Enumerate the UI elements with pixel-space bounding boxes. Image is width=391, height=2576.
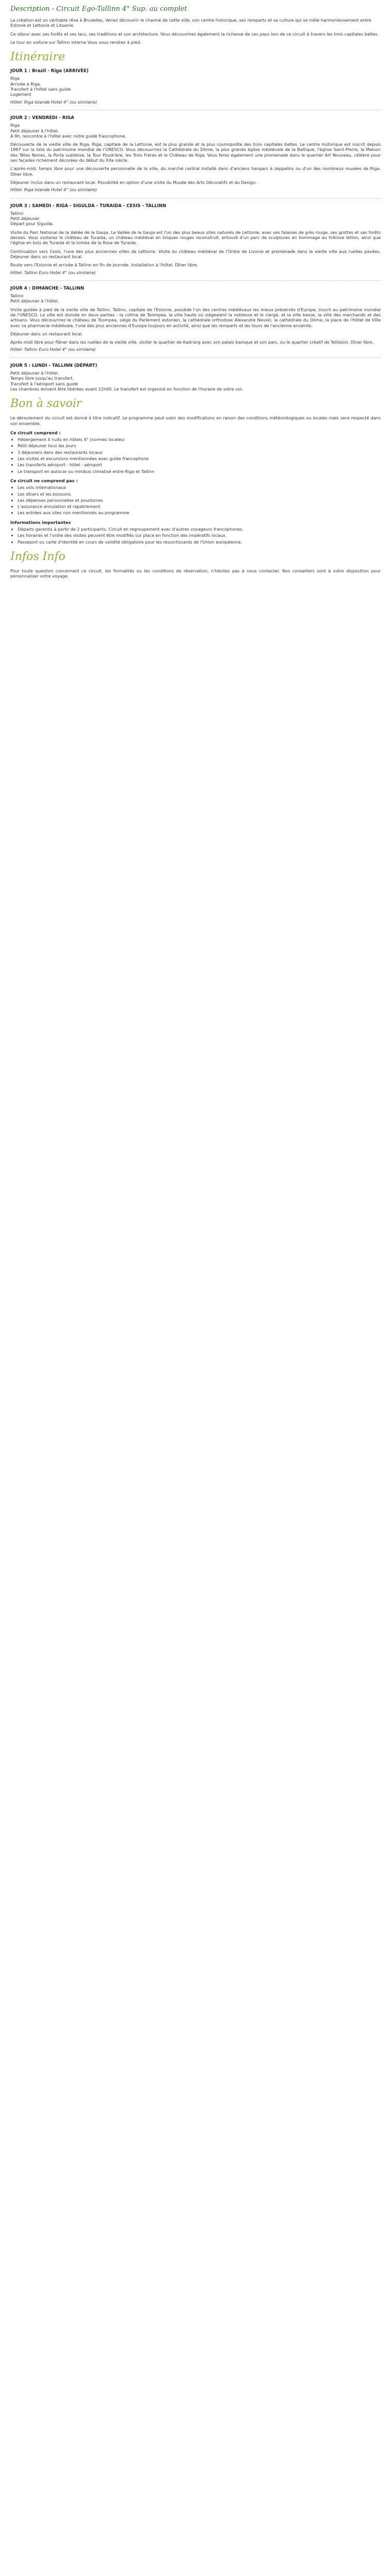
day-meta-line: Petit déjeuner à l'hôtel.	[10, 298, 59, 304]
day-paragraph: L'après-midi, temps libre pour une découverte personnelle de la ville, du marché central installé dans d'anciens hangars à zeppelins ou d'un des nombreux musées de Riga. Dîner libre.	[10, 166, 381, 177]
day-meta-line: Transfert à l'hôtel sans guide	[10, 87, 71, 92]
day-meta-line: Petit déjeuner	[10, 216, 40, 222]
page-title: Description - Circuit Ego-Tallinn 4° Sup. au complet	[10, 5, 187, 13]
itinerary-day	[10, 115, 381, 193]
itinerary-day	[10, 69, 381, 105]
day-paragraph: Après-midi libre pour flâner dans les ruelles de la vieille ville, visiter le quartier de Kadriorg avec son palais baroque et son parc, ou le quartier créatif de Telliskivi. Dîner libre.	[10, 340, 374, 345]
day-title: JOUR 2 : VENDREDI - RIGA	[10, 115, 74, 121]
day-hotel: Hôtel: Riga Islande Hotel 4° (ou similaire)	[10, 187, 97, 193]
list-item: • Passeport ou carte d'identité en cours de validité obligatoire pour les ressortissants de l'Union européenne.	[18, 539, 381, 545]
day-meta-line: À 9h, rencontre à l'hôtel avec notre guide francophone.	[10, 133, 126, 139]
day-divider	[10, 280, 381, 281]
day-paragraph: Route vers l'Estonie et arrivée à Tallinn en fin de journée. Installation à l'hôtel. Dîner libre.	[10, 262, 199, 268]
list-item: • Le transport en autocar ou minibus climatisé entre Riga et Tallinn	[18, 469, 381, 474]
itinerary-day	[10, 286, 381, 352]
day-paragraph: Visite du Parc National de la Vallée de la Gauja. La Vallée de la Gauja est l'un des plus beaux sites naturels de Lettonie, avec ses falaises de grès rouge, ses grottes et ses forêts denses. Vous visiterez le château de Turaida, un château médiéval en briques rouges reconstruit, entouré d'un parc de sculptures en hommage au folklore letton, ainsi que l'église en bois de Turaida et la tombe de la Rose de Turaida.	[10, 229, 381, 246]
includes-list	[18, 437, 381, 474]
day-paragraph: Déjeuner dans un restaurant local.	[10, 331, 83, 336]
day-meta-line: Riga	[10, 123, 20, 128]
notes-title: Informations importantes	[10, 519, 71, 525]
itinerary-heading: Itinéraire	[10, 50, 65, 64]
day-meta-line: Les chambres doivent être libérées avant 12h00. Le transfert est organisé en fonction de l'horaire de votre vol.	[10, 386, 243, 392]
list-item: • Départs garantis à partir de 2 participants. Circuit en regroupement avec d'autres voyageurs francophones.	[18, 527, 381, 532]
excludes-title: Ce circuit ne comprend pas :	[10, 478, 78, 483]
day-paragraph: Visite guidée à pied de la vieille ville de Tallinn. Tallinn, capitale de l'Estonie, possède l'un des centres médiévaux les mieux préservés d'Europe, inscrit au patrimoine mondial de l'UNESCO. La ville est divisée en deux parties : la colline de Toompea, la ville haute où siégeaient la noblesse et le clergé, et la ville basse, la ville des marchands et des artisans. Vous découvrirez le château de Toompea, siège du Parlement estonien, la cathédrale orthodoxe Alexandre Nevski, la cathédrale du Dôme, la place de l'Hôtel de Ville avec sa pharmacie médiévale, l'une des plus anciennes d'Europe toujours en activité, ainsi que les remparts et les tours de l'ancienne enceinte.	[10, 307, 381, 328]
day-meta-line: Petit déjeuner à l'hôtel.	[10, 370, 59, 376]
itinerary-day	[10, 204, 381, 275]
list-item: • Hébergement 4 nuits en hôtels 4° (normes locales)	[18, 437, 381, 442]
day-title: JOUR 4 : DIMANCHE - TALLINN	[10, 285, 84, 291]
day-paragraph: Découverte de la vieille ville de Riga, Riga, capitale de la Lettonie, est la plus grande et la plus cosmopolite des trois capitales baltes. Le centre historique est inscrit depuis 1997 sur la liste du patrimoine mondial de l'UNESCO. Vous découvrirez la Cathédrale du Dôme, la plus grande église médiévale de la Baltique, l'église Saint-Pierre, la Maison des Têtes Noires, la Porte suédoise, la Tour Poudrière, les Trois Frères et le Château de Riga. Vous ferez également une promenade dans le quartier Art Nouveau, célèbre pour ses façades richement décorées du début du XXe siècle.	[10, 142, 381, 163]
page	[0, 0, 391, 589]
day-title: JOUR 3 : SAMEDI - RIGA - SIGULDA - TURAIDA - CESIS - TALLINN	[10, 203, 166, 209]
day-meta-line: Arrivée à Riga.	[10, 81, 41, 87]
list-item: • Les dépenses personnelles et pourboires	[18, 498, 381, 503]
day-hotel: Hôtel: Tallinn Euro Hotel 4° (ou similaire)	[10, 269, 96, 275]
day-meta-line: Départ pour Sigulda.	[10, 221, 54, 227]
notes-list	[18, 527, 381, 545]
intro	[10, 18, 381, 45]
list-item: • Les visites et excursions mentionnées avec guide francophone	[18, 456, 381, 461]
day-meta-line: Tallinn	[10, 293, 24, 299]
day-paragraph: Continuation vers Cesis, l'une des plus anciennes villes de Lettonie. Visite du château médiéval de l'Ordre de Livonie et promenade dans la vieille ville aux ruelles pavées. Déjeuner dans un restaurant local.	[10, 248, 381, 259]
info-text: Pour toute question concernant ce circuit, les formalités ou les conditions de réservation, n'hésitez pas à nous contacter. Nos conseillers sont à votre disposition pour personnaliser votre voyage.	[10, 568, 381, 579]
includes-title: Ce circuit comprend :	[10, 430, 61, 435]
intro-paragraph: Le tour en voiture sur Tallinn interne Vous vous rendrez à pied.	[10, 39, 141, 45]
day-title: JOUR 1 : Brazil - Riga (ARRIVÉE)	[10, 69, 89, 74]
day-paragraph: Déjeuner inclus dans un restaurant local. Possibilité en option d'une visite du Musée des Arts Décoratifs et du Design.	[10, 179, 257, 185]
day-meta-line: Temps libre jusqu'au transfert.	[10, 376, 74, 381]
excludes-list	[18, 485, 381, 515]
info-heading: Infos Info	[10, 550, 66, 563]
day-meta-line: Transfert à l'aéroport sans guide	[10, 381, 78, 386]
list-item: • Les horaires et l'ordre des visites peuvent être modifiés sur place en fonction des impératifs locaux.	[18, 533, 381, 538]
list-item: • Les dîners et les boissons	[18, 492, 381, 497]
itinerary-day	[10, 363, 381, 392]
list-item: • Petit déjeuner tous les jours	[18, 443, 381, 448]
day-meta-line: Logement	[10, 92, 31, 97]
intro-paragraph: La création est un véritable rêve à Bruxelles. Venez découvrir le charme de cette ville, son centre historique, ses remparts et sa culture qui se mêle harmonieusement entre Estonie et Lettonie et Lituanie.	[10, 18, 371, 28]
list-item: • L'assurance annulation et rapatriement	[18, 504, 381, 509]
list-item: • Les entrées aux sites non mentionnés au programme	[18, 510, 381, 515]
day-meta-line: Riga	[10, 76, 20, 81]
itinerary-days	[10, 69, 381, 392]
day-meta-line: Petit déjeuner à l'hôtel.	[10, 128, 59, 133]
day-title: JOUR 5 : LUNDI - TALLINN (DÉPART)	[10, 363, 97, 368]
price-heading: Bon à savoir	[10, 397, 82, 411]
list-item: • Les transferts aéroport - hôtel - aéroport	[18, 462, 381, 467]
list-item: • 3 déjeuners dans des restaurants locaux	[18, 450, 381, 455]
day-hotel: Hôtel: Tallinn Euro Hotel 4° (ou similaire)	[10, 347, 96, 352]
day-meta-line: Tallinn	[10, 210, 24, 216]
list-item: • Les vols internationaux	[18, 485, 381, 490]
day-hotel: Hôtel: Riga Islande Hotel 4° (ou similaire)	[10, 99, 97, 105]
intro-paragraph: Ce séjour avec ses forêts et ses lacs, ses traditions et son architecture. Vous découvrirez également la richesse de ces pays lors de ce circuit à travers les trois capitales baltes.	[10, 31, 379, 37]
price-intro: Le déroulement du circuit est donné à titre indicatif. Le programme peut subir des modifications en raison des conditions météorologiques ou locales mais sera respecté dans son ensemble.	[10, 415, 381, 426]
